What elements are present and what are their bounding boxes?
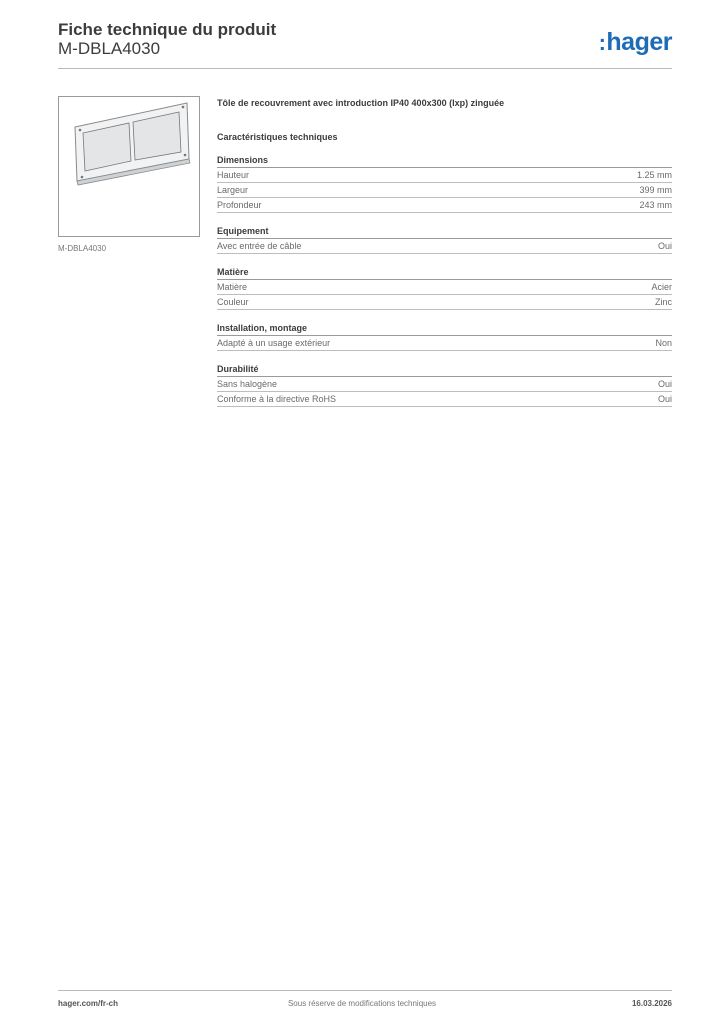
spec-label: Matière xyxy=(217,282,248,292)
spec-row xyxy=(217,295,672,310)
spec-content xyxy=(217,96,672,407)
group-title: Matière xyxy=(217,266,672,280)
spec-group-dimensions xyxy=(217,154,672,213)
spec-label: Profondeur xyxy=(217,200,262,210)
spec-value: Oui xyxy=(657,379,672,389)
spec-value: 243 mm xyxy=(639,200,672,210)
spec-row xyxy=(217,198,672,213)
spec-row xyxy=(217,377,672,392)
footer-date: 16.03.2026 xyxy=(631,999,672,1008)
spec-group-matiere xyxy=(217,266,672,310)
spec-value: Oui xyxy=(657,241,672,251)
group-title: Equipement xyxy=(217,225,672,239)
spec-label: Avec entrée de câble xyxy=(217,241,302,251)
group-title: Durabilité xyxy=(217,363,672,377)
product-code: M-DBLA4030 xyxy=(58,39,161,58)
spec-value: Non xyxy=(655,338,672,348)
page-title: Fiche technique du produit xyxy=(58,20,277,39)
product-description: Tôle de recouvrement avec introduction IP40 400x300 (lxp) zinguée xyxy=(217,98,505,108)
spec-row xyxy=(217,392,672,407)
spec-value: Oui xyxy=(657,394,672,404)
spec-value: 399 mm xyxy=(639,185,672,195)
spec-group-installation xyxy=(217,322,672,351)
spec-label: Couleur xyxy=(217,297,249,307)
spec-label: Sans halogène xyxy=(217,379,278,389)
spec-label: Largeur xyxy=(217,185,249,195)
footer-website-link[interactable]: hager.com/fr-ch xyxy=(58,999,119,1008)
hager-logo: :hager xyxy=(598,28,672,56)
spec-row xyxy=(217,280,672,295)
logo-text: hager xyxy=(606,28,672,56)
header-divider xyxy=(58,68,672,69)
spec-row xyxy=(217,183,672,198)
group-title: Installation, montage xyxy=(217,322,672,336)
spec-label: Conforme à la directive RoHS xyxy=(217,394,337,404)
product-image xyxy=(58,96,200,237)
spec-group-durabilite xyxy=(217,363,672,407)
spec-row xyxy=(217,168,672,183)
spec-row xyxy=(217,239,672,254)
spec-label: Hauteur xyxy=(217,170,250,180)
footer-divider xyxy=(58,990,672,991)
group-title: Dimensions xyxy=(217,154,672,168)
spec-value: Acier xyxy=(651,282,672,292)
spec-group-equipement xyxy=(217,225,672,254)
footer-notice: Sous réserve de modifications techniques xyxy=(287,999,437,1008)
spec-value: 1.25 mm xyxy=(636,170,672,180)
cover-plate-drawing xyxy=(59,97,199,236)
spec-value: Zinc xyxy=(654,297,672,307)
section-title: Caractéristiques techniques xyxy=(217,132,338,142)
spec-row xyxy=(217,336,672,351)
image-caption: M-DBLA4030 xyxy=(58,244,107,253)
spec-label: Adapté à un usage extérieur xyxy=(217,338,331,348)
